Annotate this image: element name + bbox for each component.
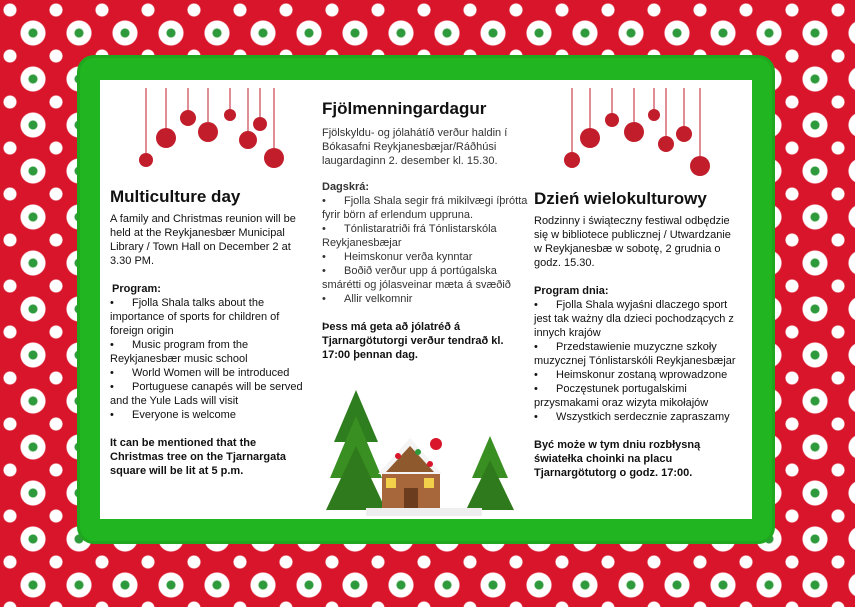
flyer-card — [100, 80, 752, 519]
list-item: • Fjolla Shala wyjaśni dlaczego sport jest tak ważny dla dzieci pochodzących z innych krajów — [534, 299, 734, 339]
gingerbread-house-icon — [326, 386, 522, 516]
list-item: • Portuguese canapés will be served and the Yule Lads will visit — [110, 381, 303, 407]
list-item: • Everyone is welcome — [110, 409, 236, 421]
list-item: • Tónlistaratriði frá Tónlistarskóla Reykjanesbæjar — [322, 223, 497, 249]
english-column — [110, 187, 310, 478]
list-item: • Fjolla Shala talks about the importance of sports for children of foreign origin — [110, 297, 280, 337]
polish-intro: Rodzinny i świąteczny festiwal odbędzie się w bibliotece publicznej / Utwardzanie w Reykjanesbæ w sobotę, 2 grudnia o godz. 15.30. — [534, 215, 731, 269]
icelandic-intro: Fjölskyldu- og jólahátíð verður haldin í Bókasafni Reykjanesbæjar/Ráðhúsi laugardaginn 2. desember kl. 15.30. — [322, 127, 508, 167]
icelandic-title: Fjölmenningardagur — [322, 99, 487, 118]
icelandic-column — [322, 99, 528, 362]
english-note: It can be mentioned that the Christmas tree on the Tjarnargata square will be lit at 5 p.m. — [110, 437, 287, 477]
english-program-label: Program: — [112, 283, 161, 295]
list-item: • Heimskonur verða kynntar — [322, 251, 473, 263]
list-item: • Fjolla Shala segir frá mikilvægi íþrótta fyrir börn af erlendum uppruna. — [322, 195, 528, 221]
list-item: • Heimskonur zostaną wprowadzone — [534, 369, 728, 381]
icelandic-program-label: Dagskrá: — [322, 181, 370, 193]
icelandic-program-list — [322, 194, 528, 306]
list-item: • Przedstawienie muzyczne szkoły muzycznej Tónlistarskóli Reykjanesbæjar — [534, 341, 736, 367]
english-title: Multiculture day — [110, 187, 241, 206]
list-item: • Music program from the Reykjanesbær music school — [110, 339, 249, 365]
list-item: • World Women will be introduced — [110, 367, 290, 379]
polish-program-label: Program dnia: — [534, 285, 609, 297]
english-intro: A family and Christmas reunion will be held at the Reykjanesbær Municipal Library / Town Hall on December 2 at 3.30 PM. — [110, 213, 296, 267]
english-program-list — [110, 296, 310, 422]
list-item: • Wszystkich serdecznie zapraszamy — [534, 411, 730, 423]
list-item: • Boðið verður upp á portúgalska smárétti og jólasveinar mæta á svæðið — [322, 265, 511, 291]
icelandic-note: Þess má geta að jólatréð á Tjarnargötutorgi verður tendrað kl. 17:00 þennan dag. — [322, 321, 504, 361]
ornaments-right-icon — [562, 88, 712, 178]
polish-title: Dzień wielokulturowy — [534, 189, 707, 208]
ornaments-left-icon — [136, 88, 286, 178]
polish-program-list — [534, 298, 740, 424]
list-item: • Allir velkomnir — [322, 293, 413, 305]
polish-column — [534, 189, 740, 480]
list-item: • Poczęstunek portugalskimi przysmakami oraz wizyta mikołajów — [534, 383, 709, 409]
polish-note: Być może w tym dniu rozbłysną światełka choinki na placu Tjarnargötutorg o godz. 17:00. — [534, 439, 701, 479]
